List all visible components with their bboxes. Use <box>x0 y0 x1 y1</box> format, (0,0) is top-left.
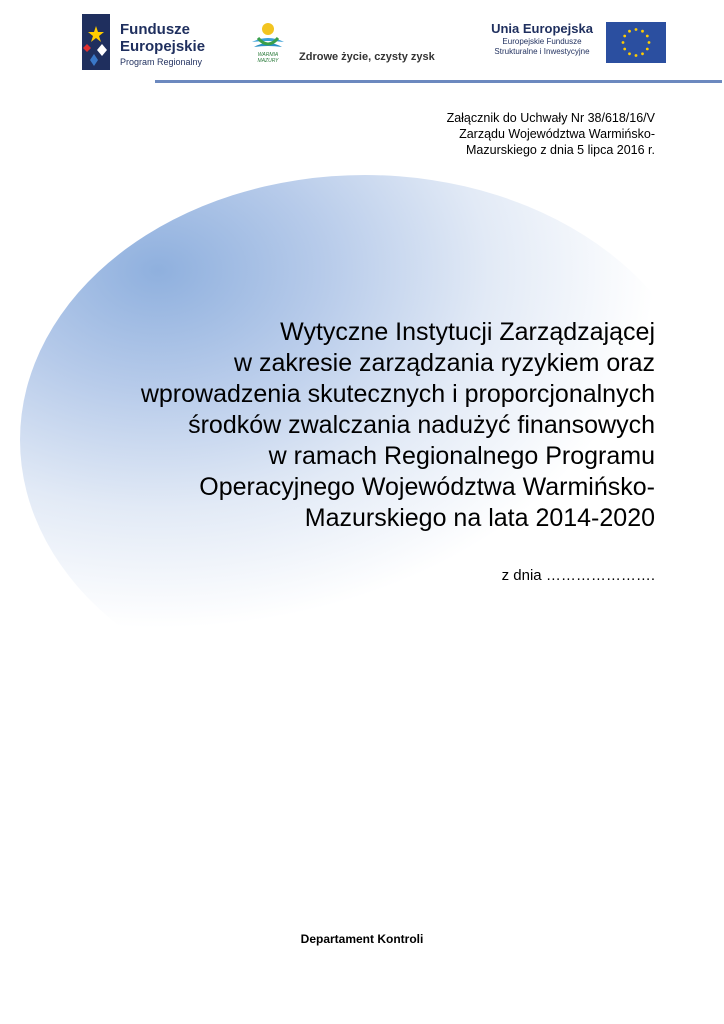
title-line: Operacyjnego Województwa Warmińsko- <box>199 473 655 501</box>
eu-flag-icon <box>606 22 666 63</box>
unia-europejska-logo <box>488 22 668 66</box>
annex-line: Mazurskiego z dnia 5 lipca 2016 r. <box>466 143 655 157</box>
annex-line: Załącznik do Uchwały Nr 38/618/16/V <box>446 111 655 125</box>
department-name: Departament Kontroli <box>300 932 424 946</box>
title-line: wprowadzenia skutecznych i proporcjonalnych <box>140 380 655 408</box>
title-line: w ramach Regionalnego Programu <box>268 442 655 470</box>
annex-note <box>447 110 655 158</box>
fe-logo-line1: Fundusze <box>120 21 190 38</box>
title-line: Wytyczne Instytucji Zarządzającej <box>280 318 655 346</box>
title-line: środków zwalczania nadużyć finansowych <box>188 411 655 439</box>
wm-logo-slogan: Zdrowe życie, czysty zysk <box>299 51 435 63</box>
title-line: Mazurskiego na lata 2014-2020 <box>304 504 655 532</box>
date-line: z dnia …………………. <box>501 567 655 584</box>
wm-logo-caption: WARMIA MAZURY <box>257 52 279 64</box>
ue-logo-line2: Europejskie Fundusze <box>502 36 582 46</box>
fe-logo-line2: Europejskie <box>120 38 206 55</box>
fe-logo-line3: Program Regionalny <box>120 57 203 67</box>
fe-flag-icon <box>82 14 110 70</box>
header-divider <box>155 80 722 83</box>
document-title <box>35 317 655 534</box>
ue-logo-line3: Strukturalne i Inwestycyjne <box>494 47 590 57</box>
ue-logo-line1: Unia Europejska <box>491 21 593 36</box>
title-line: w zakresie zarządzania ryzykiem oraz <box>234 349 655 377</box>
document-header <box>0 0 724 84</box>
warmia-mazury-logo <box>248 20 448 66</box>
annex-line: Zarządu Województwa Warmińsko- <box>459 127 655 141</box>
fundusze-europejskie-logo <box>82 14 217 70</box>
